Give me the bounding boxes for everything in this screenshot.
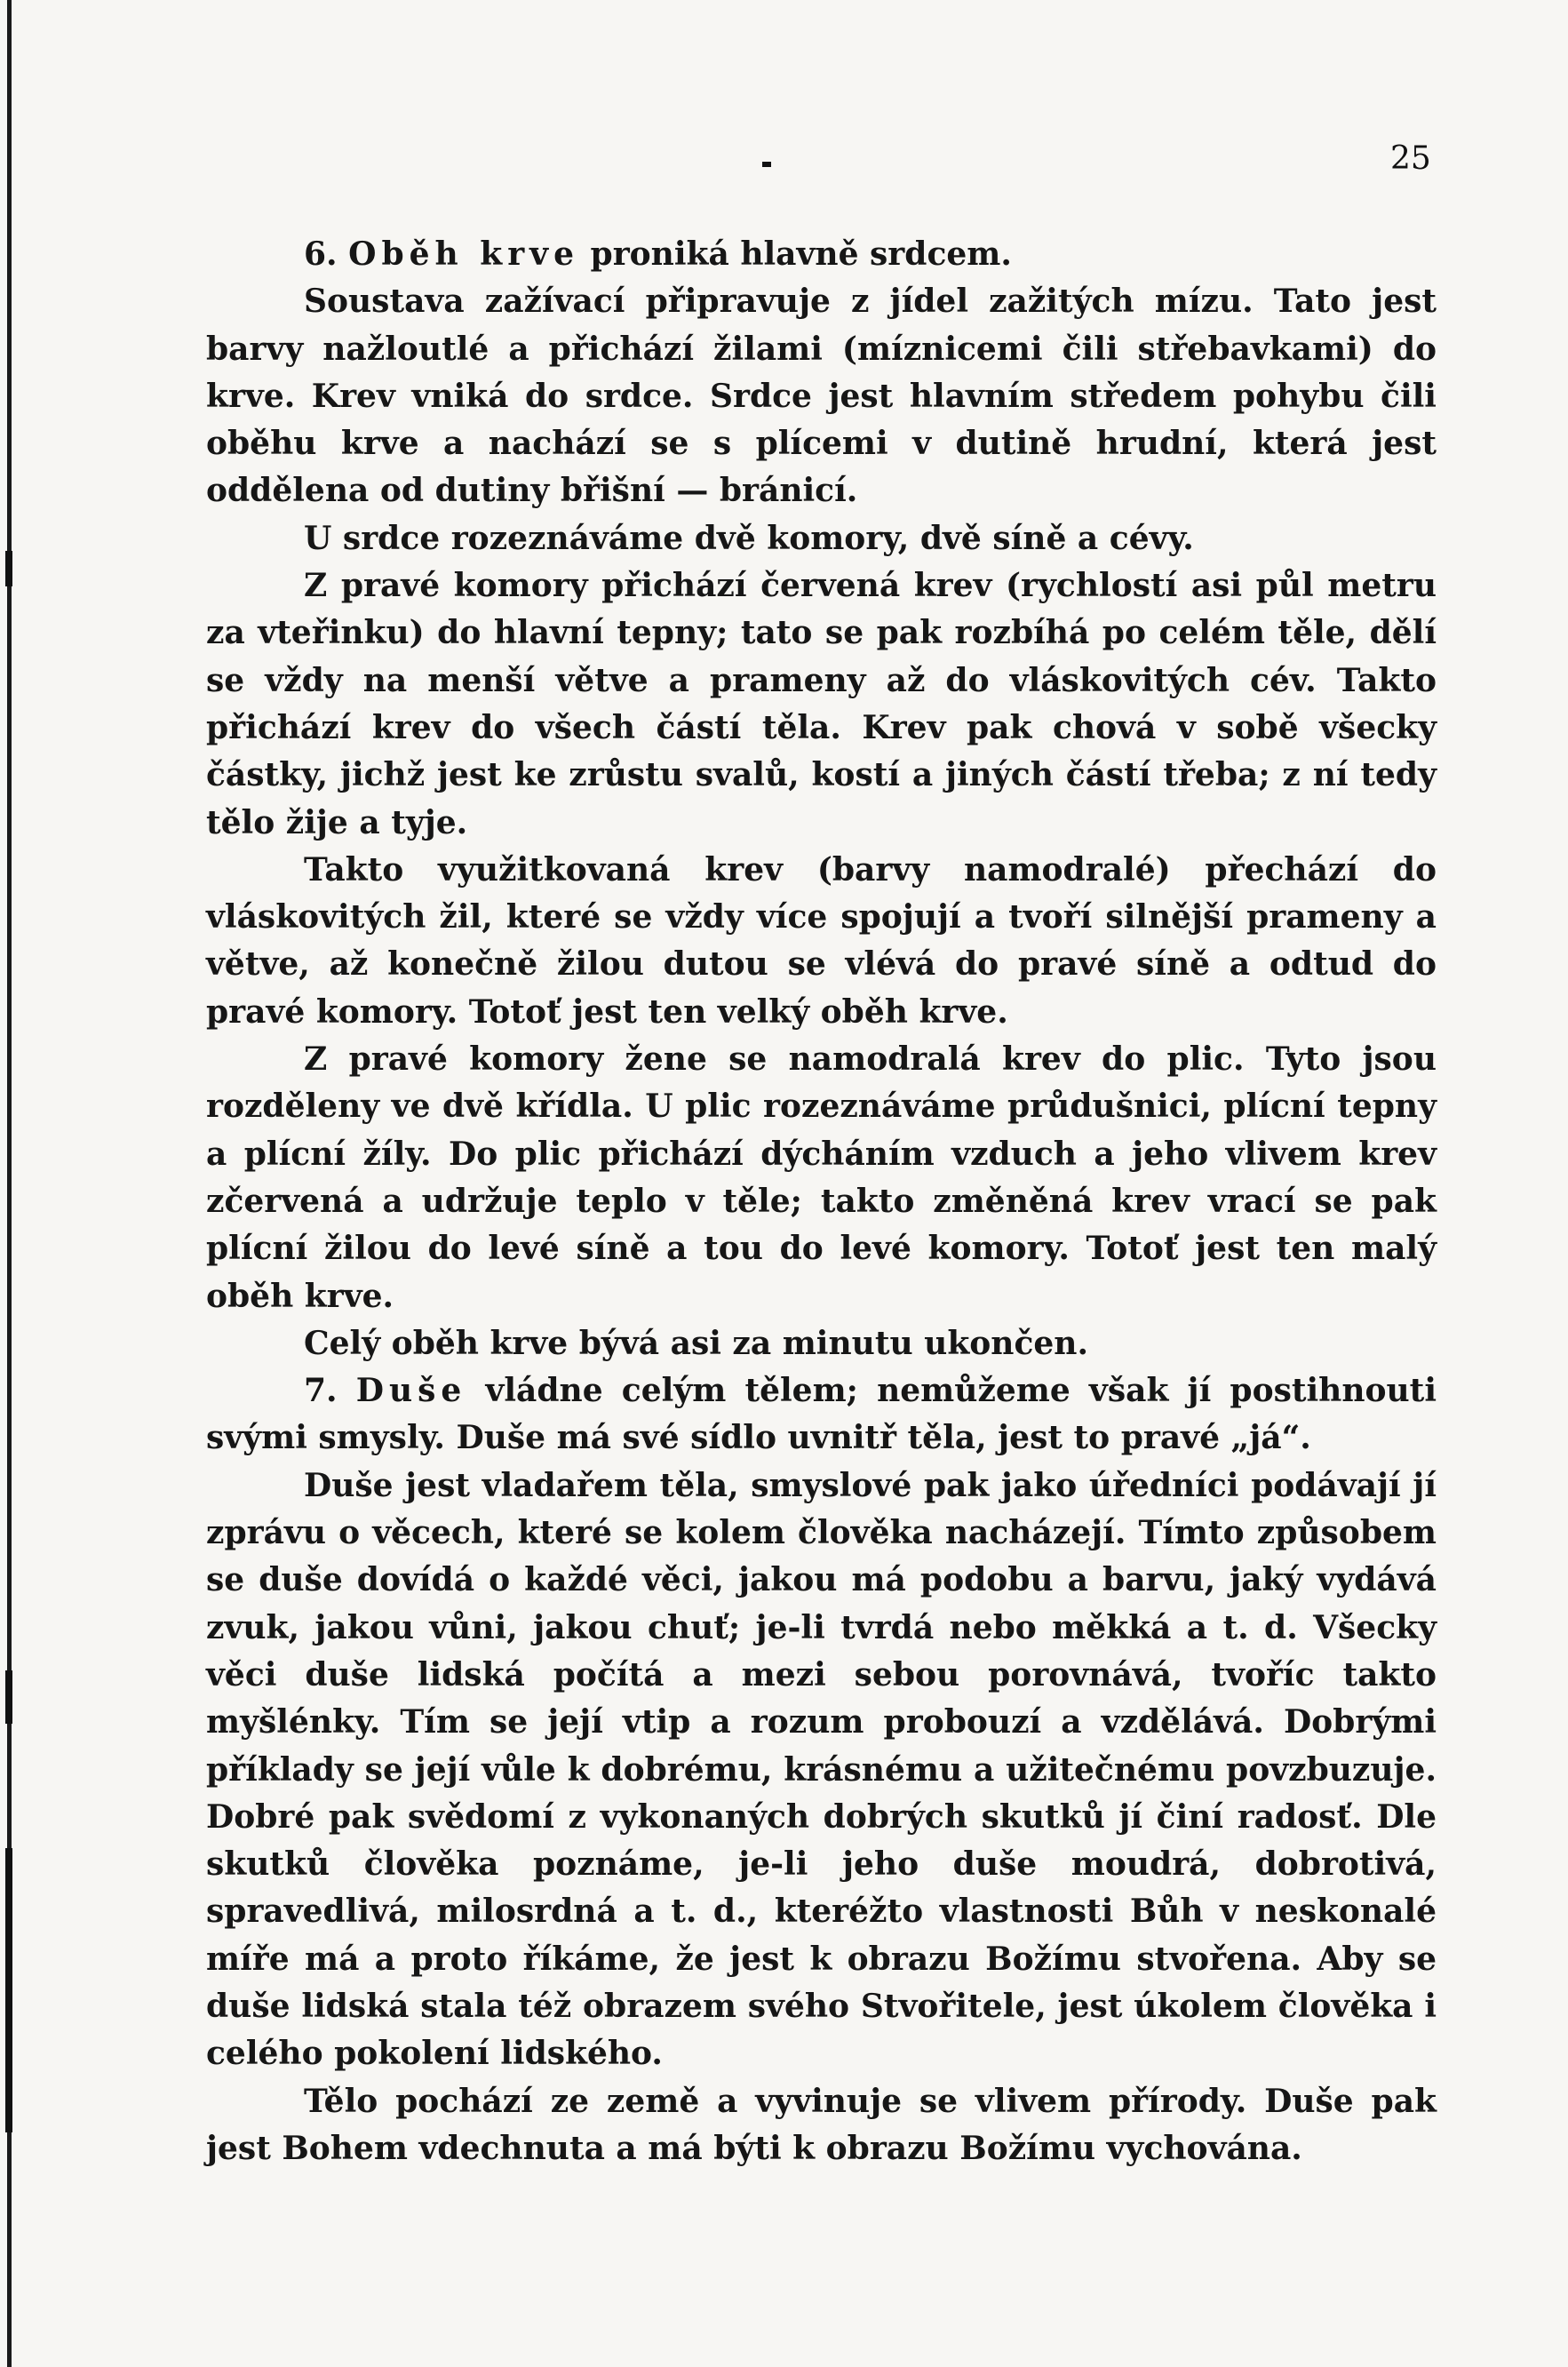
binding-notch <box>5 551 12 586</box>
section-heading: Duše <box>355 1372 467 1410</box>
paragraph: Takto využitkovaná krev (barvy namodralé) přechází do vláskovitých žil, které se vždy více spojují a tvoří silnější prameny a větve, až konečně žilou dutou se vlévá do pravé síně a odtud do pravé komory. Totoť jest ten velký oběh krve. <box>206 850 1437 1031</box>
binding-notch <box>5 1848 12 2132</box>
paragraph: 7. Duše vládne celým tělem; nemůžeme však jí postihnouti svými smysly. Duše má své sídlo uvnitř těla, jest to pravé „já“. <box>206 1372 1437 1457</box>
paragraph: Soustava zažívací připravuje z jídel zažitých mízu. Tato jest barvy nažloutlé a přichází žilami (míznicemi čili střebavkami) do krve. Krev vniká do srdce. Srdce jest hlavním středem pohybu čili oběhu krve a nachází se s plícemi v dutině hrudní, která jest oddělena od dutiny břišní — bránicí. <box>206 283 1437 510</box>
paragraph: 6. Oběh krve proniká hlavně srdcem. <box>304 235 1012 273</box>
paragraph: Z pravé komory žene se namodralá krev do plic. Tyto jsou rozděleny ve dvě křídla. U plic rozeznáváme průdušnici, plícní tepny a plícní žíly. Do plic přichází dýcháním vzduch a jeho vlivem krev zčervená a udržuje teplo v těle; takto změněná krev vrací se pak plícní žilou do levé síně a tou do levé komory. Totoť jest ten malý oběh krve. <box>206 1040 1437 1315</box>
paragraph: Celý oběh krve bývá asi za minutu ukončen. <box>304 1324 1089 1362</box>
printer-mark <box>762 162 771 167</box>
paragraph: Z pravé komory přichází červená krev (rychlostí asi půl metru za vteřinku) do hlavní tepny; tato se pak rozbíhá po celém těle, dělí se vždy na menší větve a prameny až do vláskovitých cév. Takto přichází krev do všech částí těla. Krev pak chová v sobě všecky částky, jichž jest ke zrůstu svalů, kostí a jiných částí třeba; z ní tedy tělo žije a tyje. <box>206 567 1437 841</box>
paragraph: Tělo pochází ze země a vyvinuje se vlivem přírody. Duše pak jest Bohem vdechnuta a má býti k obrazu Božímu vychována. <box>206 2082 1437 2167</box>
body-text <box>206 231 1437 2172</box>
paragraph: U srdce rozeznáváme dvě komory, dvě síně a cévy. <box>304 519 1194 557</box>
page-number: 25 <box>1390 140 1431 177</box>
section-heading: Oběh krve <box>348 235 579 273</box>
binding-notch <box>5 1670 12 1724</box>
paragraph: Duše jest vladařem těla, smyslové pak jako úředníci podávají jí zprávu o věcech, které se kolem člověka nacházejí. Tímto způsobem se duše dovídá o každé věci, jakou má podobu a barvu, jaký vydává zvuk, jakou vůni, jakou chuť; je-li tvrdá nebo měkká a t. d. Všecky věci duše lidská počítá a mezi sebou porovnává, tvoříc takto myšlénky. Tím se její vtip a rozum probouzí a vzdělává. Dobrými příklady se její vůle k dobrému, krásnému a užitečnému povzbuzuje. Dobré pak svědomí z vykonaných dobrých skutků jí činí radosť. Dle skutků člověka poznáme, je-li jeho duše moudrá, dobrotivá, spravedlivá, milosrdná a t. d., kteréžto vlastnosti Bůh v neskonalé míře má a proto říkáme, že jest k obrazu Božímu stvořena. Aby se duše lidská stala též obrazem svého Stvořitele, jest úkolem člověka i celého pokolení lidského. <box>206 1466 1437 2073</box>
